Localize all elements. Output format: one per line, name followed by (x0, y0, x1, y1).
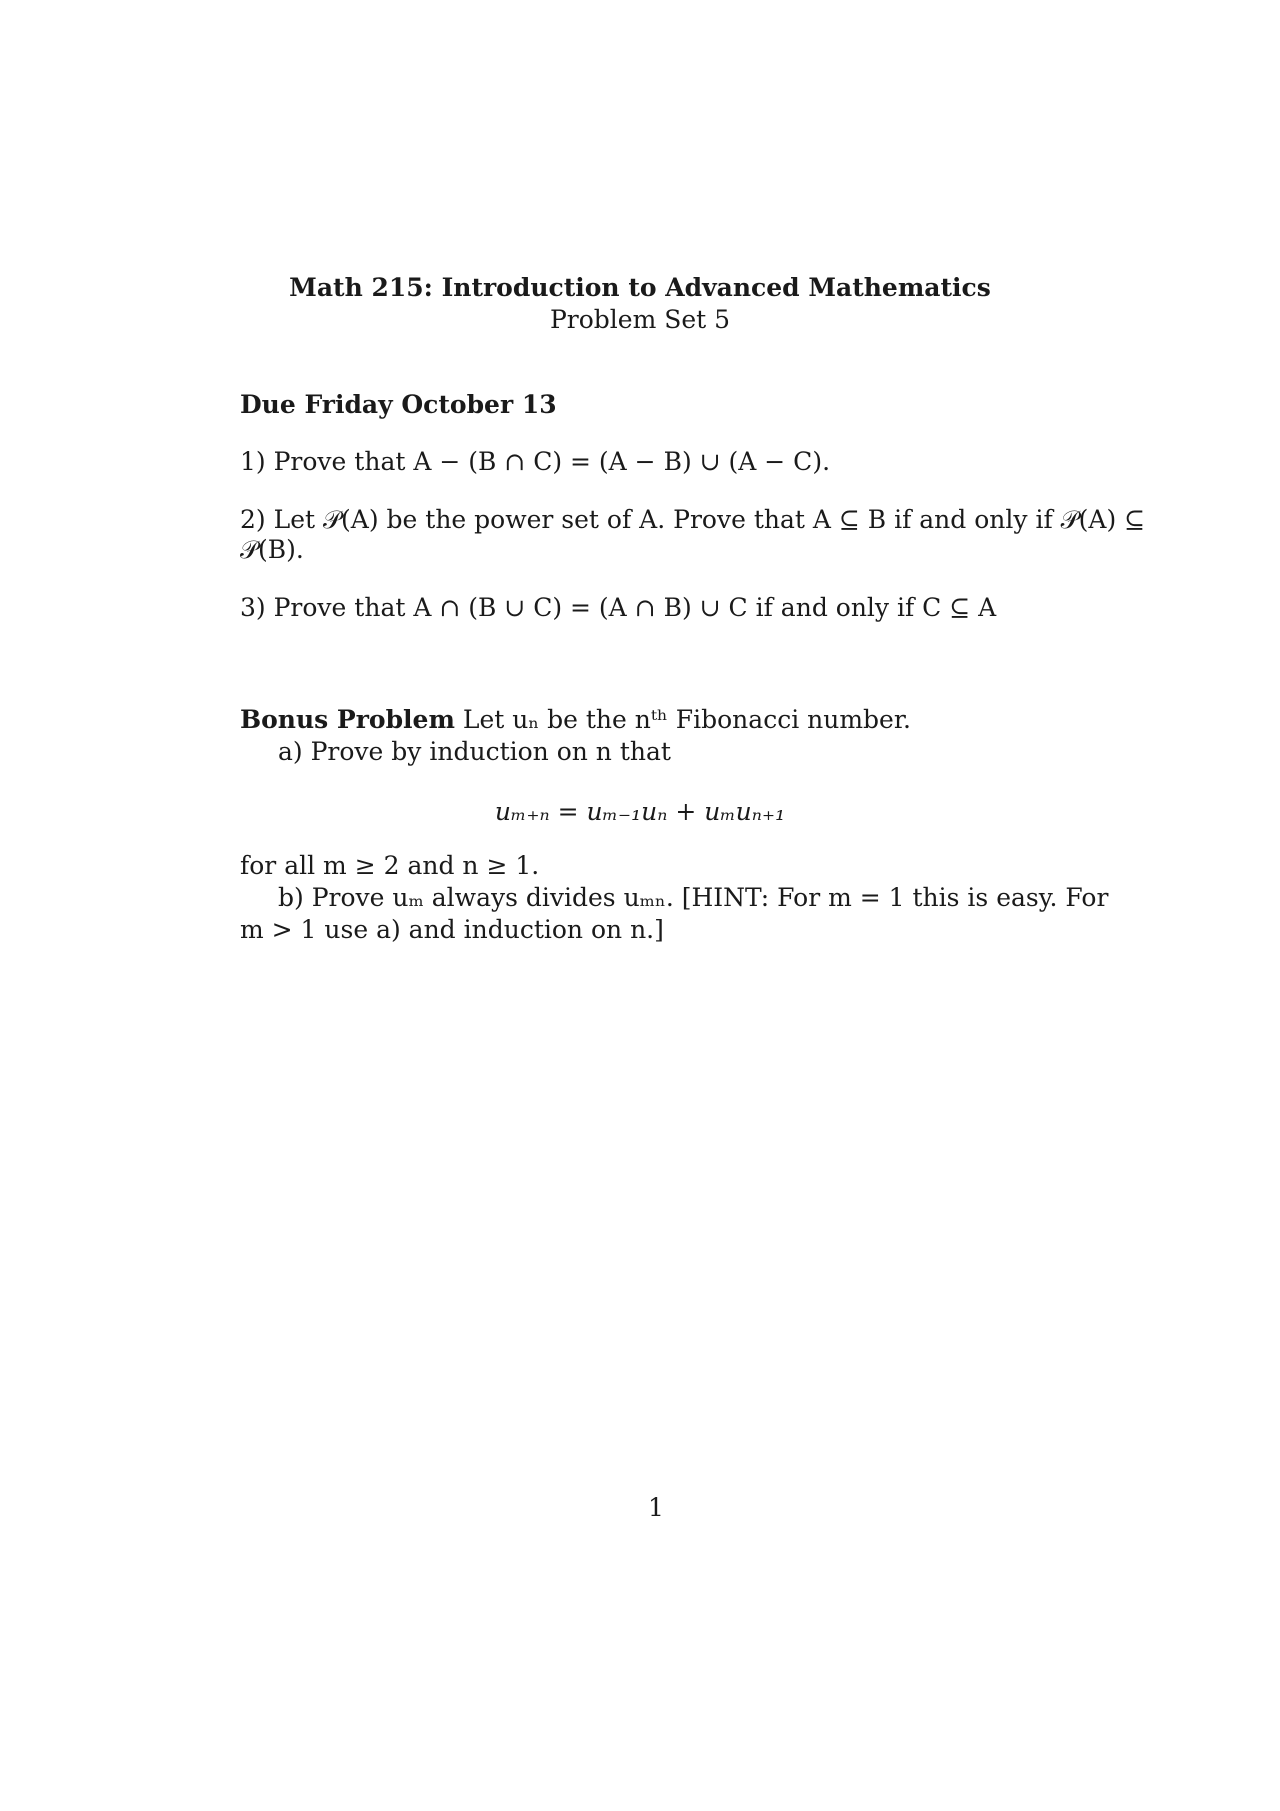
problem-3: 3) Prove that A ∩ (B ∪ C) = (A ∩ B) ∪ C if and only if C ⊆ A (240, 593, 997, 622)
fibonacci-identity-equation: uₘ₊ₙ = uₘ₋₁uₙ + uₘuₙ₊₁ (494, 797, 786, 826)
problem-2-line-2: 𝒫(B). (240, 535, 304, 564)
document-title: Math 215: Introduction to Advanced Mathematics (289, 273, 991, 302)
bonus-heading: Bonus Problem (240, 705, 455, 734)
problem-1: 1) Prove that A − (B ∩ C) = (A − B) ∪ (A − C). (240, 447, 831, 476)
page-number: 1 (648, 1493, 664, 1522)
due-date: Due Friday October 13 (240, 390, 557, 419)
document-subtitle: Problem Set 5 (549, 305, 731, 334)
bonus-part-a: a) Prove by induction on n that (278, 737, 671, 766)
bonus-part-b-line-1: b) Prove uₘ always divides uₘₙ. [HINT: For m = 1 this is easy. For (278, 883, 1109, 912)
problem-2-line-1: 2) Let 𝒫(A) be the power set of A. Prove that A ⊆ B if and only if 𝒫(A) ⊆ (240, 505, 1146, 534)
bonus-intro: Let uₙ be the nᵗʰ Fibonacci number. (462, 705, 911, 734)
bonus-condition: for all m ≥ 2 and n ≥ 1. (240, 851, 540, 880)
bonus-part-b-line-2: m > 1 use a) and induction on n.] (240, 915, 664, 944)
bonus-intro-line (240, 704, 1078, 735)
